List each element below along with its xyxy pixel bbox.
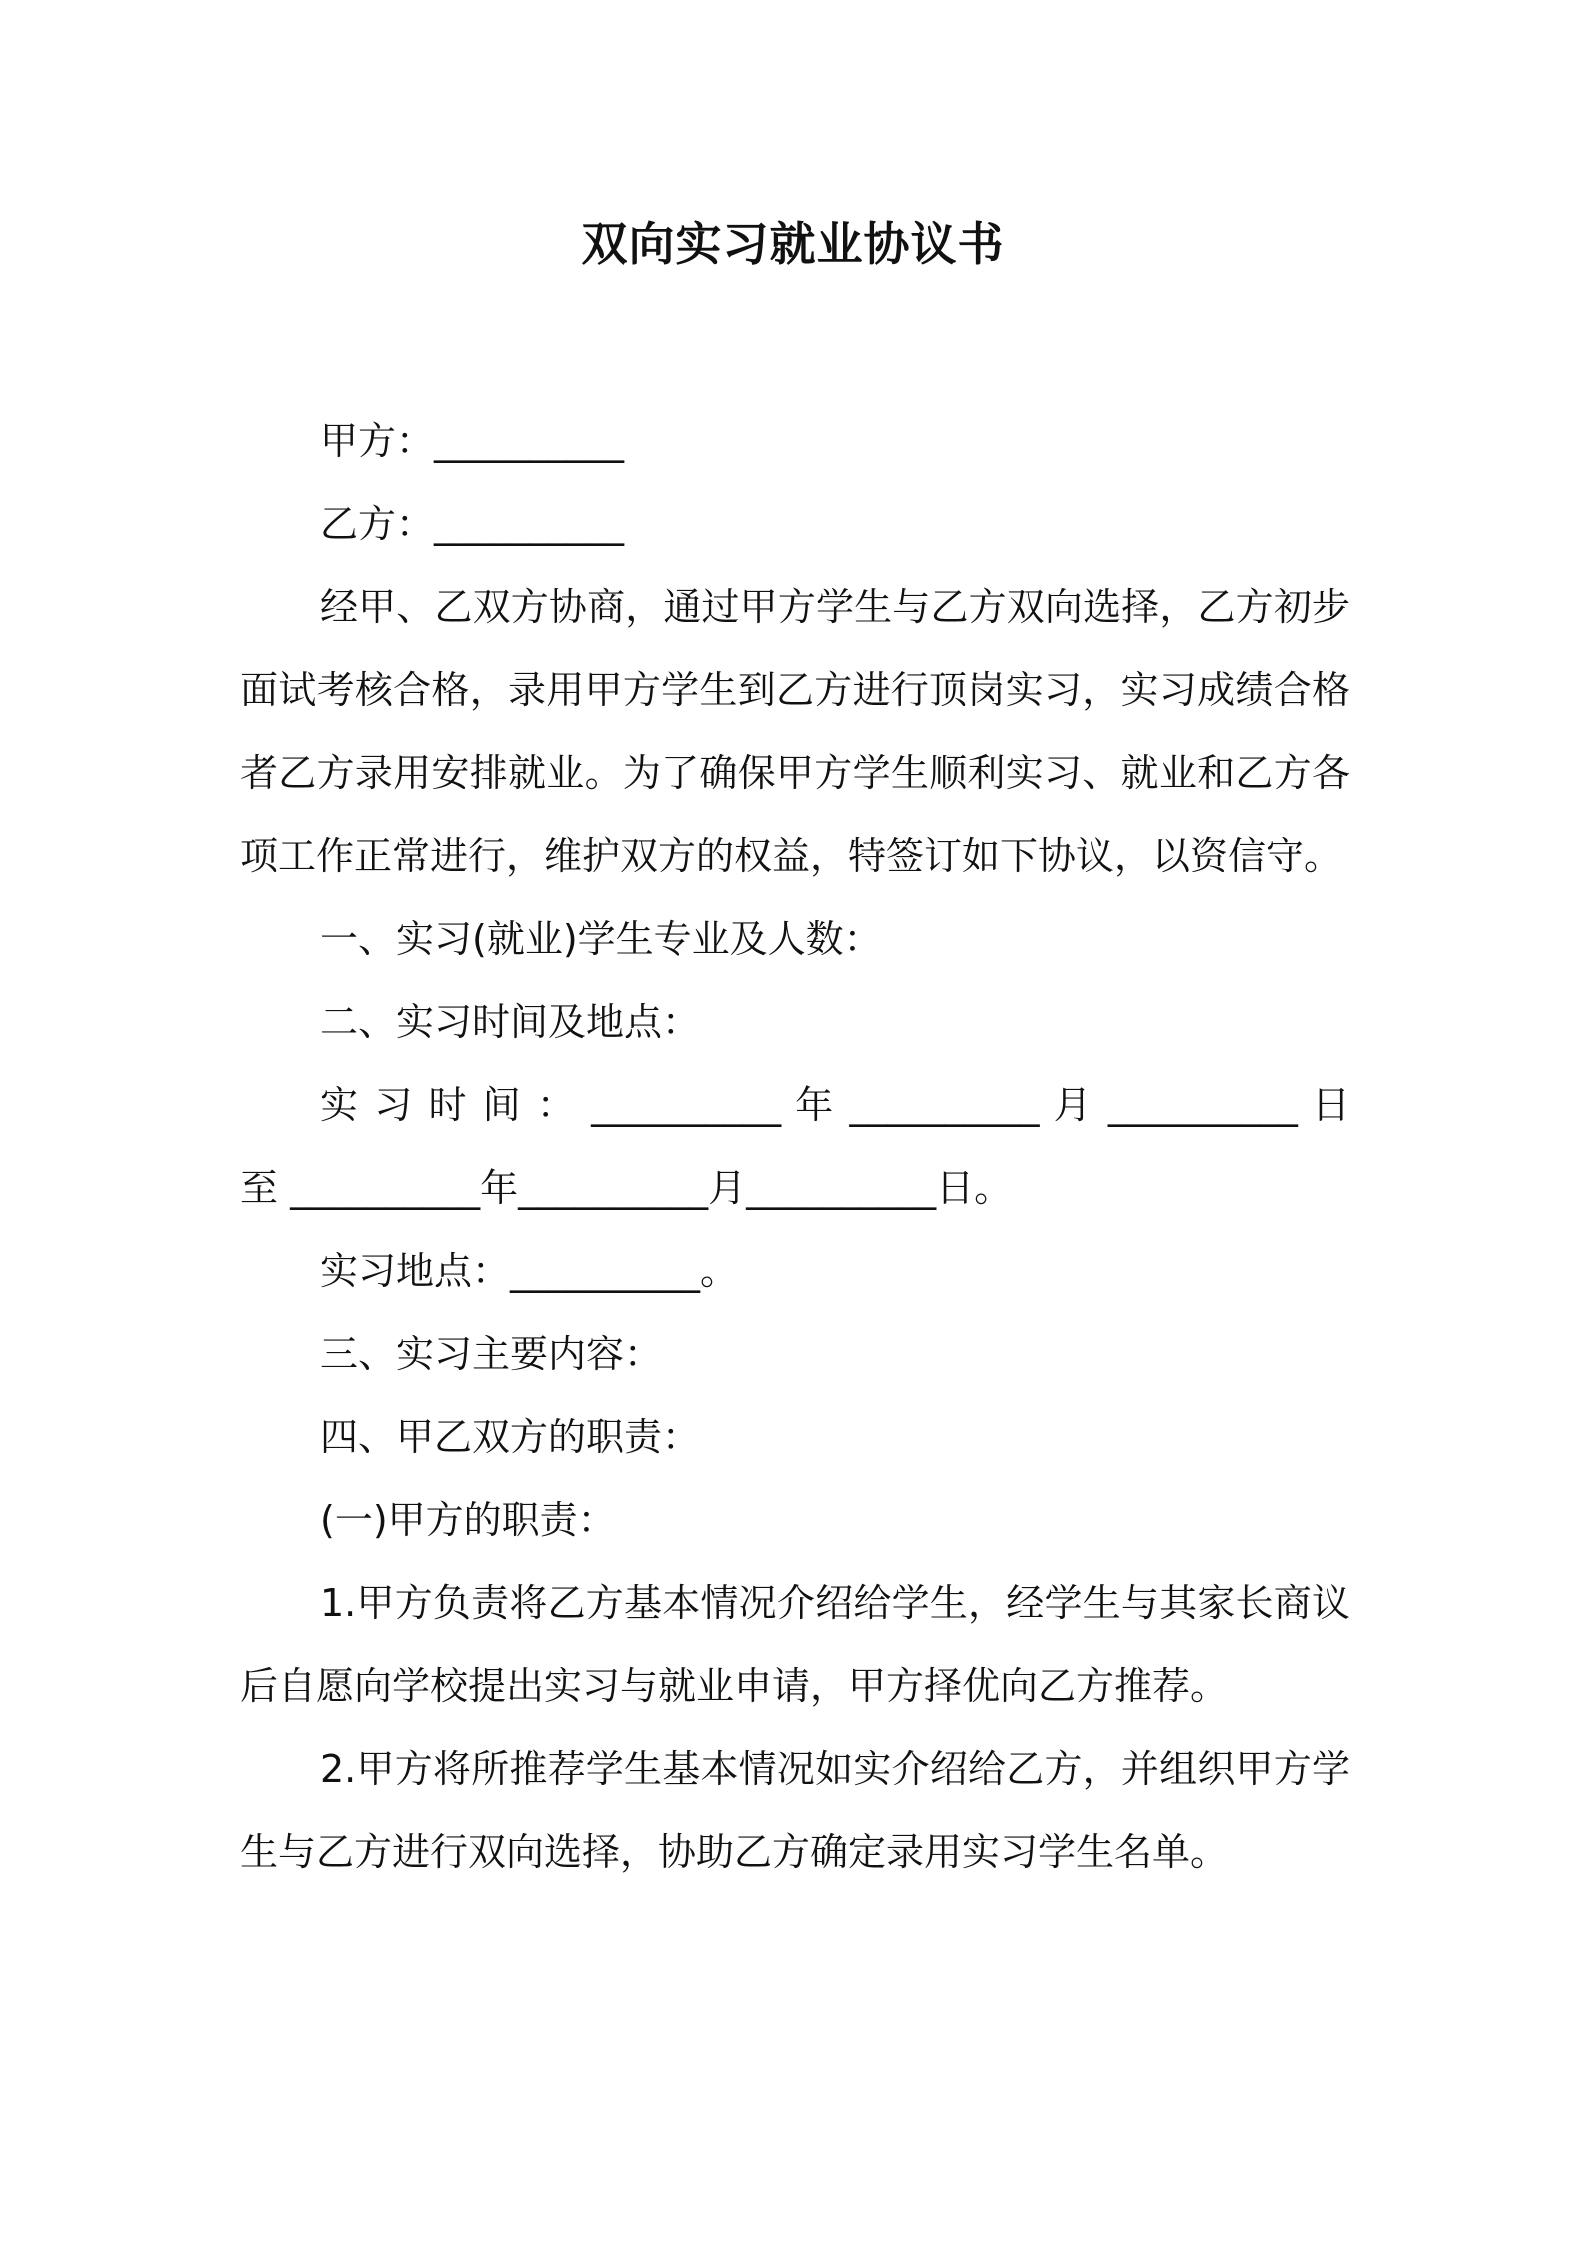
internship-place-line: 实习地点：__________。 [320, 1249, 739, 1293]
duty-item-2: 2.甲方将所推荐学生基本情况如实介绍给乙方，并组织甲方学生与乙方进行双向选择，协助乙方确定录用实习学生名单。 [240, 1747, 1350, 1874]
document-title: 双向实习就业协议书 [581, 217, 1005, 271]
document-body [240, 400, 1350, 1894]
section-1-heading: 一、实习(就业)学生专业及人数： [320, 917, 882, 961]
section-4-heading: 四、甲乙双方的职责： [320, 1415, 701, 1459]
section-2-heading: 二、实习时间及地点： [320, 1000, 701, 1044]
internship-time-line: 实 习 时 间 ： __________ 年 __________ 月 __________ 日 至 __________年__________月__________日。 [240, 1083, 1350, 1210]
duty-item-1: 1.甲方负责将乙方基本情况介绍给学生，经学生与其家长商议后自愿向学校提出实习与就业申请，甲方择优向乙方推荐。 [240, 1581, 1350, 1708]
sub-section-a-heading: (一)甲方的职责： [320, 1498, 616, 1542]
party-b-line: 乙方：__________ [320, 502, 625, 546]
intro-paragraph: 经甲、乙双方协商，通过甲方学生与乙方双向选择，乙方初步面试考核合格，录用甲方学生到乙方进行顶岗实习，实习成绩合格者乙方录用安排就业。为了确保甲方学生顺利实习、就业和乙方各项工作正常进行，维护双方的权益，特签订如下协议，以资信守。 [240, 585, 1350, 878]
party-a-line: 甲方：__________ [320, 419, 625, 463]
section-3-heading: 三、实习主要内容： [320, 1332, 663, 1376]
